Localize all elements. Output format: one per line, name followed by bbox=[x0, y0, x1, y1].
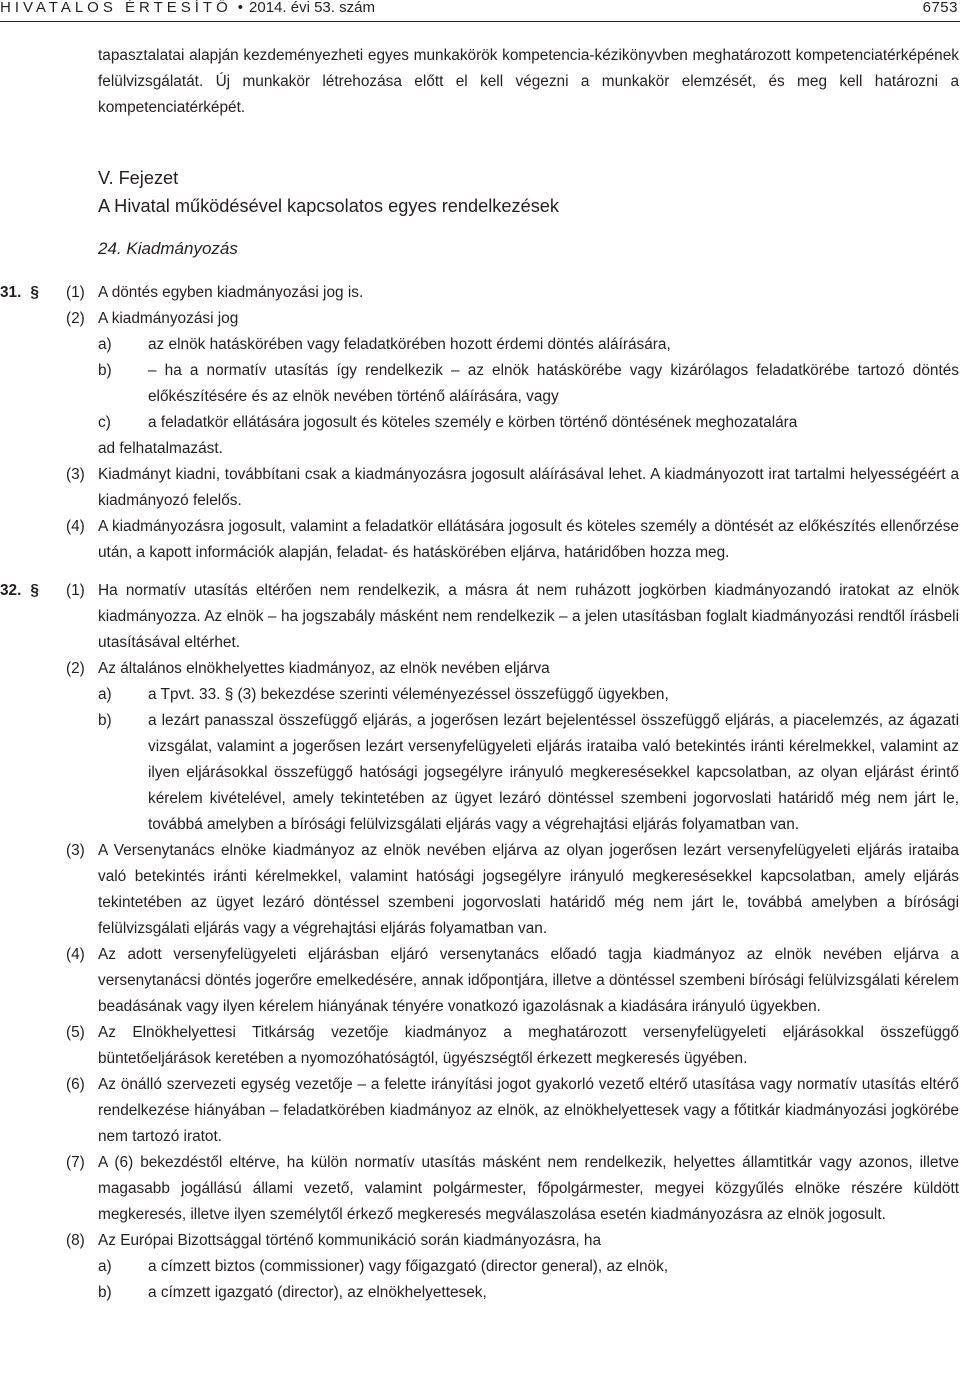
paragraph-32-8 bbox=[66, 1228, 959, 1306]
paragraph-number: (4) bbox=[66, 518, 85, 535]
chapter-title: A Hivatal működésével kapcsolatos egyes rendelkezések bbox=[98, 196, 560, 216]
paragraph-32-5 bbox=[66, 1020, 959, 1072]
running-header bbox=[0, 0, 960, 26]
document-body bbox=[0, 43, 960, 1306]
paragraph-text: Az Európai Bizottsággal történő kommunikáció során kiadmányozásra, ha bbox=[98, 1232, 602, 1249]
paragraph-text: Az Elnökhelyettesi Titkárság vezetője kiadmányoz a meghatározott versenyfelügyeleti eljárásokkal összefüggő büntetőeljárások keretében a nyomozóhatóságtól, ügyészségtől érkezett megkeresés ügyében. bbox=[98, 1024, 959, 1067]
paragraph-31-4 bbox=[66, 514, 959, 566]
paragraph-32-7 bbox=[66, 1150, 959, 1228]
section-31 bbox=[0, 280, 960, 566]
item-letter: b) bbox=[98, 1284, 112, 1301]
paragraph-text: A kiadmányozásra jogosult, valamint a feladatkör ellátására jogosult és köteles személy a döntését az előkészítés ellenőrzése után, a kapott információk alapján, feladat- és hatáskörében eljárva, határidőben hozza meg. bbox=[98, 518, 959, 561]
paragraph-text: Kiadmányt kiadni, továbbítani csak a kiadmányozásra jogosult aláírásával lehet. A kiadmányozott irat tartalmi helyességéért a kiadmányozó felelős. bbox=[98, 466, 959, 509]
paragraph-number: (4) bbox=[66, 946, 85, 963]
paragraph-number: (1) bbox=[66, 284, 85, 301]
list-item-32-8-a bbox=[98, 1254, 959, 1280]
chapter-heading bbox=[98, 164, 960, 220]
paragraph-text: Az általános elnökhelyettes kiadmányoz, az elnök nevében eljárva bbox=[98, 660, 550, 677]
section-number bbox=[0, 578, 39, 604]
list-item-31-2-c bbox=[98, 410, 959, 436]
item-letter: a) bbox=[98, 686, 112, 703]
paragraph-32-3 bbox=[66, 838, 959, 942]
item-letter: c) bbox=[98, 414, 111, 431]
paragraph-text: Ha normatív utasítás eltérően nem rendelkezik, a másra át nem ruházott jogkörben kiadmányozandó iratokat az elnök kiadmányozza. Az elnök – ha jogszabály másként nem rendelkezik – a jelen utasításban foglalt kiadmányozási rendtől írásbeli utasításával eltérhet. bbox=[98, 582, 959, 651]
issue-label: 2014. évi 53. szám bbox=[249, 0, 375, 16]
section-32 bbox=[0, 578, 960, 1306]
paragraph-number: (8) bbox=[66, 1232, 85, 1249]
section-number-text: 32. bbox=[0, 582, 22, 599]
list-item-32-2-b bbox=[98, 708, 959, 838]
intro-paragraph: tapasztalatai alapján kezdeményezheti egyes munkakörök kompetencia-kézikönyvben meghatározott kompetenciatérképének felülvizsgálatát. Új munkakör létrehozása előtt el kell végezni a munkakör elemzését, és meg kell határozni a kompetenciatérképét. bbox=[98, 47, 959, 116]
paragraph-number: (2) bbox=[66, 310, 85, 327]
paragraph-32-1 bbox=[66, 578, 959, 656]
paragraph-number: (7) bbox=[66, 1154, 85, 1171]
paragraph-text: A (6) bekezdéstől eltérve, ha külön normatív utasítás másként nem rendelkezik, helyettes államtitkár vagy azonos, illetve magasabb jogállású állami vezető, valamint polgármester, főpolgármester, megyei közgyűlés elnöke részére küldött megkeresés, illetve ilyen személytől érkező megkeresés megválaszolása esetén kiadmányozásra az elnök jogosult. bbox=[98, 1154, 959, 1223]
item-letter: b) bbox=[98, 712, 112, 729]
item-text: a feladatkör ellátására jogosult és köteles személy e körben történő döntésének meghozatalára bbox=[148, 414, 798, 431]
paragraph-number: (3) bbox=[66, 466, 85, 483]
paragraph-number: (5) bbox=[66, 1024, 85, 1041]
item-text: a Tpvt. 33. § (3) bekezdése szerinti véleményezéssel összefüggő ügyekben, bbox=[148, 686, 669, 703]
paragraph-text: A kiadmányozási jog bbox=[98, 310, 239, 327]
header-left bbox=[0, 0, 375, 16]
section-title: 24. Kiadmányozás bbox=[98, 239, 238, 258]
chapter-number: V. Fejezet bbox=[98, 168, 179, 188]
item-text: a címzett biztos (commissioner) vagy főigazgató (director general), az elnök, bbox=[148, 1258, 669, 1275]
paragraph-number: (2) bbox=[66, 660, 85, 677]
paragraph-31-3 bbox=[66, 462, 959, 514]
paragraph-text: A döntés egyben kiadmányozási jog is. bbox=[98, 284, 364, 301]
header-bullet: • bbox=[237, 0, 244, 16]
item-letter: b) bbox=[98, 362, 112, 379]
paragraph-text: Az önálló szervezeti egység vezetője – a felette irányítási jogot gyakorló vezető eltérő utasítása vagy normatív utasítás eltérő rendelkezése hiányában – feladatkörében kiadmányoz az elnök, az elnökhelyettesek vagy a főtitkár kiadmányozási jogkörébe nem tartozó iratot. bbox=[98, 1076, 959, 1145]
paragraph-text: Az adott versenyfelügyeleti eljárásban eljáró versenytanács előadó tagja kiadmányoz az elnök nevében eljárva a versenytanácsi döntés jogerőre emelkedésére, annak időpontjára, illetve a döntéssel szembeni bírósági felülvizsgálati kérelem beadásának vagy ilyen kérelem hiányának tényére vonatkozó igazolásnak a kiadására irányuló ügyekben. bbox=[98, 946, 959, 1015]
paragraph-number: (1) bbox=[66, 582, 85, 599]
section-number bbox=[0, 280, 39, 306]
item-text: a lezárt panasszal összefüggő eljárás, a jogerősen lezárt bejelentéssel összefüggő eljárás, a piacelemzés, az ágazati vizsgálat, valamint a jogerősen lezárt versenyfelügyeleti eljárás irataiba való betekintés iránti kérelmekkel, valamint az ilyen eljárásokkal összefüggő hatósági jogsegélyre irányuló megkeresésekkel kapcsolatban, az olyan eljárást érintő kérelem kivételével, amely tekintetében az ügyet lezáró döntéssel szembeni jogorvoslati határidő még nem járt le, továbbá amelyben a bírósági felülvizsgálati eljárás vagy a végrehajtási eljárás folyamatban van. bbox=[148, 712, 959, 833]
page-number: 6753 bbox=[922, 0, 958, 16]
item-text: az elnök hatáskörében vagy feladatkörében hozott érdemi döntés aláírására, bbox=[148, 336, 671, 353]
header-rule bbox=[0, 21, 960, 22]
paragraph-31-2 bbox=[66, 306, 959, 462]
paragraph-number: (3) bbox=[66, 842, 85, 859]
list-item-32-2-a bbox=[98, 682, 959, 708]
section-number-text: 31. bbox=[0, 284, 22, 301]
paragraph-32-4 bbox=[66, 942, 959, 1020]
paragraph-31-1 bbox=[66, 280, 959, 306]
list-item-32-8-b bbox=[98, 1280, 959, 1306]
paragraph-number: (6) bbox=[66, 1076, 85, 1093]
paragraph-32-6 bbox=[66, 1072, 959, 1150]
list-item-31-2-a bbox=[98, 332, 959, 358]
journal-title: HIVATALOS ÉRTESÍTŐ bbox=[0, 0, 232, 16]
item-letter: a) bbox=[98, 1258, 112, 1275]
paragraph-sign: § bbox=[30, 284, 39, 301]
item-text: a címzett igazgató (director), az elnökhelyettesek, bbox=[148, 1284, 487, 1301]
paragraph-32-2 bbox=[66, 656, 959, 838]
list-item-31-2-b bbox=[98, 358, 959, 410]
item-text: – ha a normatív utasítás így rendelkezik – az elnök hatáskörébe vagy kizárólagos feladatkörébe tartozó döntés előkészítésére és az elnök nevében történő aláírására, vagy bbox=[148, 362, 959, 405]
paragraph-sign: § bbox=[30, 582, 39, 599]
paragraph-closing: ad felhatalmazást. bbox=[98, 440, 223, 457]
item-letter: a) bbox=[98, 336, 112, 353]
paragraph-text: A Versenytanács elnöke kiadmányoz az elnök nevében eljárva az olyan jogerősen lezárt versenyfelügyeleti eljárás irataiba való betekintés iránti kérelmekkel, valamint hatósági jogsegélyre irányuló megkeresésekkel kapcsolatban, amely eljárás tekintetében az ügyet lezáró döntéssel szembeni jogorvoslati határidő még nem járt le, továbbá amelyben a bírósági felülvizsgálati eljárás vagy a végrehajtási eljárás folyamatban van. bbox=[98, 842, 959, 937]
